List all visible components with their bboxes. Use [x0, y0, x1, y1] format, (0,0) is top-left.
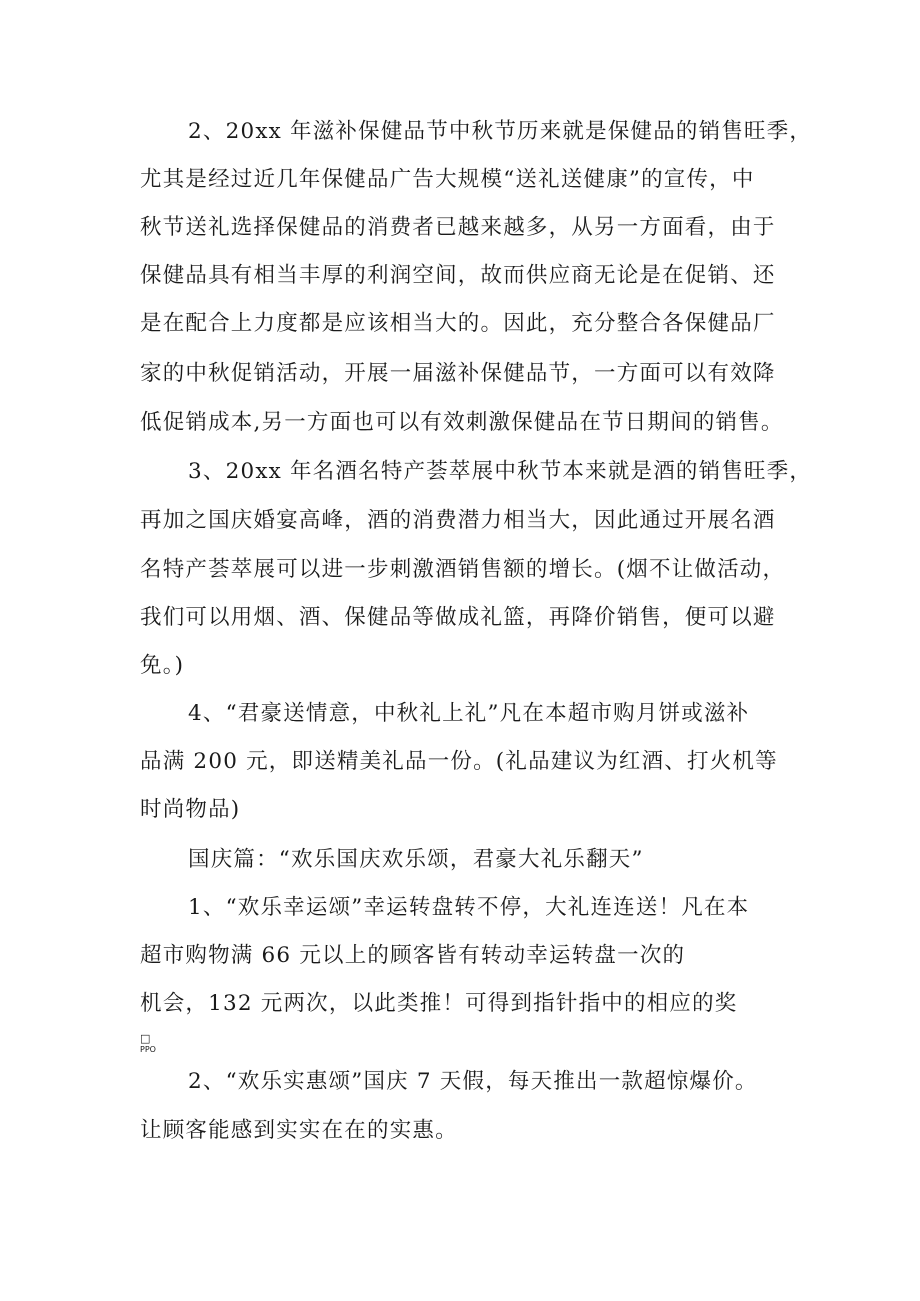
- paragraph-2-line-6: 家的中秋促销活动，开展一届滋补保健品节，一方面可以有效降: [140, 361, 776, 386]
- paragraph-4-line-1: 4、“君豪送情意，中秋礼上礼”凡在本超市购月饼或滋补: [188, 701, 750, 726]
- paragraph-2-line-7: 低促销成本,另一方面也可以有效刺激保健品在节日期间的销售。: [140, 410, 784, 435]
- paragraph-2-line-3: 秋节送礼选择保健品的消费者已越来越多，从另一方面看，由于: [140, 215, 776, 240]
- paragraph-3-line-2: 再加之国庆婚宴高峰，酒的消费潜力相当大，因此通过开展名酒: [140, 508, 776, 533]
- national-item-1-line-2: 超市购物满 66 元以上的顾客皆有转动幸运转盘一次的: [140, 943, 686, 968]
- paragraph-3-line-3: 名特产荟萃展可以进一步刺激酒销售额的增长。(烟不让做活动，: [140, 557, 786, 582]
- paragraph-2-line-4: 保健品具有相当丰厚的利润空间，故而供应商无论是在促销、还: [140, 263, 776, 288]
- national-day-heading: 国庆篇：“欢乐国庆欢乐颂，君豪大礼乐翻天”: [188, 847, 644, 872]
- paragraph-3-line-5: 免。): [140, 653, 185, 678]
- paragraph-4-line-2: 品满 200 元，即送精美礼品一份。(礼品建议为红酒、打火机等: [140, 749, 778, 774]
- paragraph-3-line-4: 我们可以用烟、酒、保健品等做成礼篮，再降价销售，便可以避: [140, 605, 776, 630]
- tiny-ppo-text: PPO: [140, 1045, 156, 1054]
- national-item-2-line-2: 让顾客能感到实实在在的实惠。: [140, 1118, 458, 1143]
- placeholder-box-glyph: □: [140, 1032, 151, 1045]
- national-item-1-line-1: 1、“欢乐幸运颂”幸运转盘转不停，大礼连连送！凡在本: [188, 895, 750, 920]
- paragraph-4-line-3: 时尚物品): [140, 797, 241, 822]
- paragraph-3-line-1: 3、20xx 年名酒名特产荟萃展中秋节本来就是酒的销售旺季，: [188, 459, 813, 484]
- national-item-2-line-1: 2、“欢乐实惠颂”国庆 7 天假，每天推出一款超惊爆价。: [188, 1069, 758, 1094]
- national-item-1-line-3: 机会，132 元两次，以此类推！可得到指针指中的相应的奖: [140, 991, 738, 1016]
- paragraph-2-line-1: 2、20xx 年滋补保健品节中秋节历来就是保健品的销售旺季，: [188, 119, 813, 144]
- paragraph-2-line-5: 是在配合上力度都是应该相当大的。因此，充分整合各保健品厂: [140, 311, 776, 336]
- paragraph-2-line-2: 尤其是经过近几年保健品广告大规模“送礼送健康”的宣传，中: [140, 167, 755, 192]
